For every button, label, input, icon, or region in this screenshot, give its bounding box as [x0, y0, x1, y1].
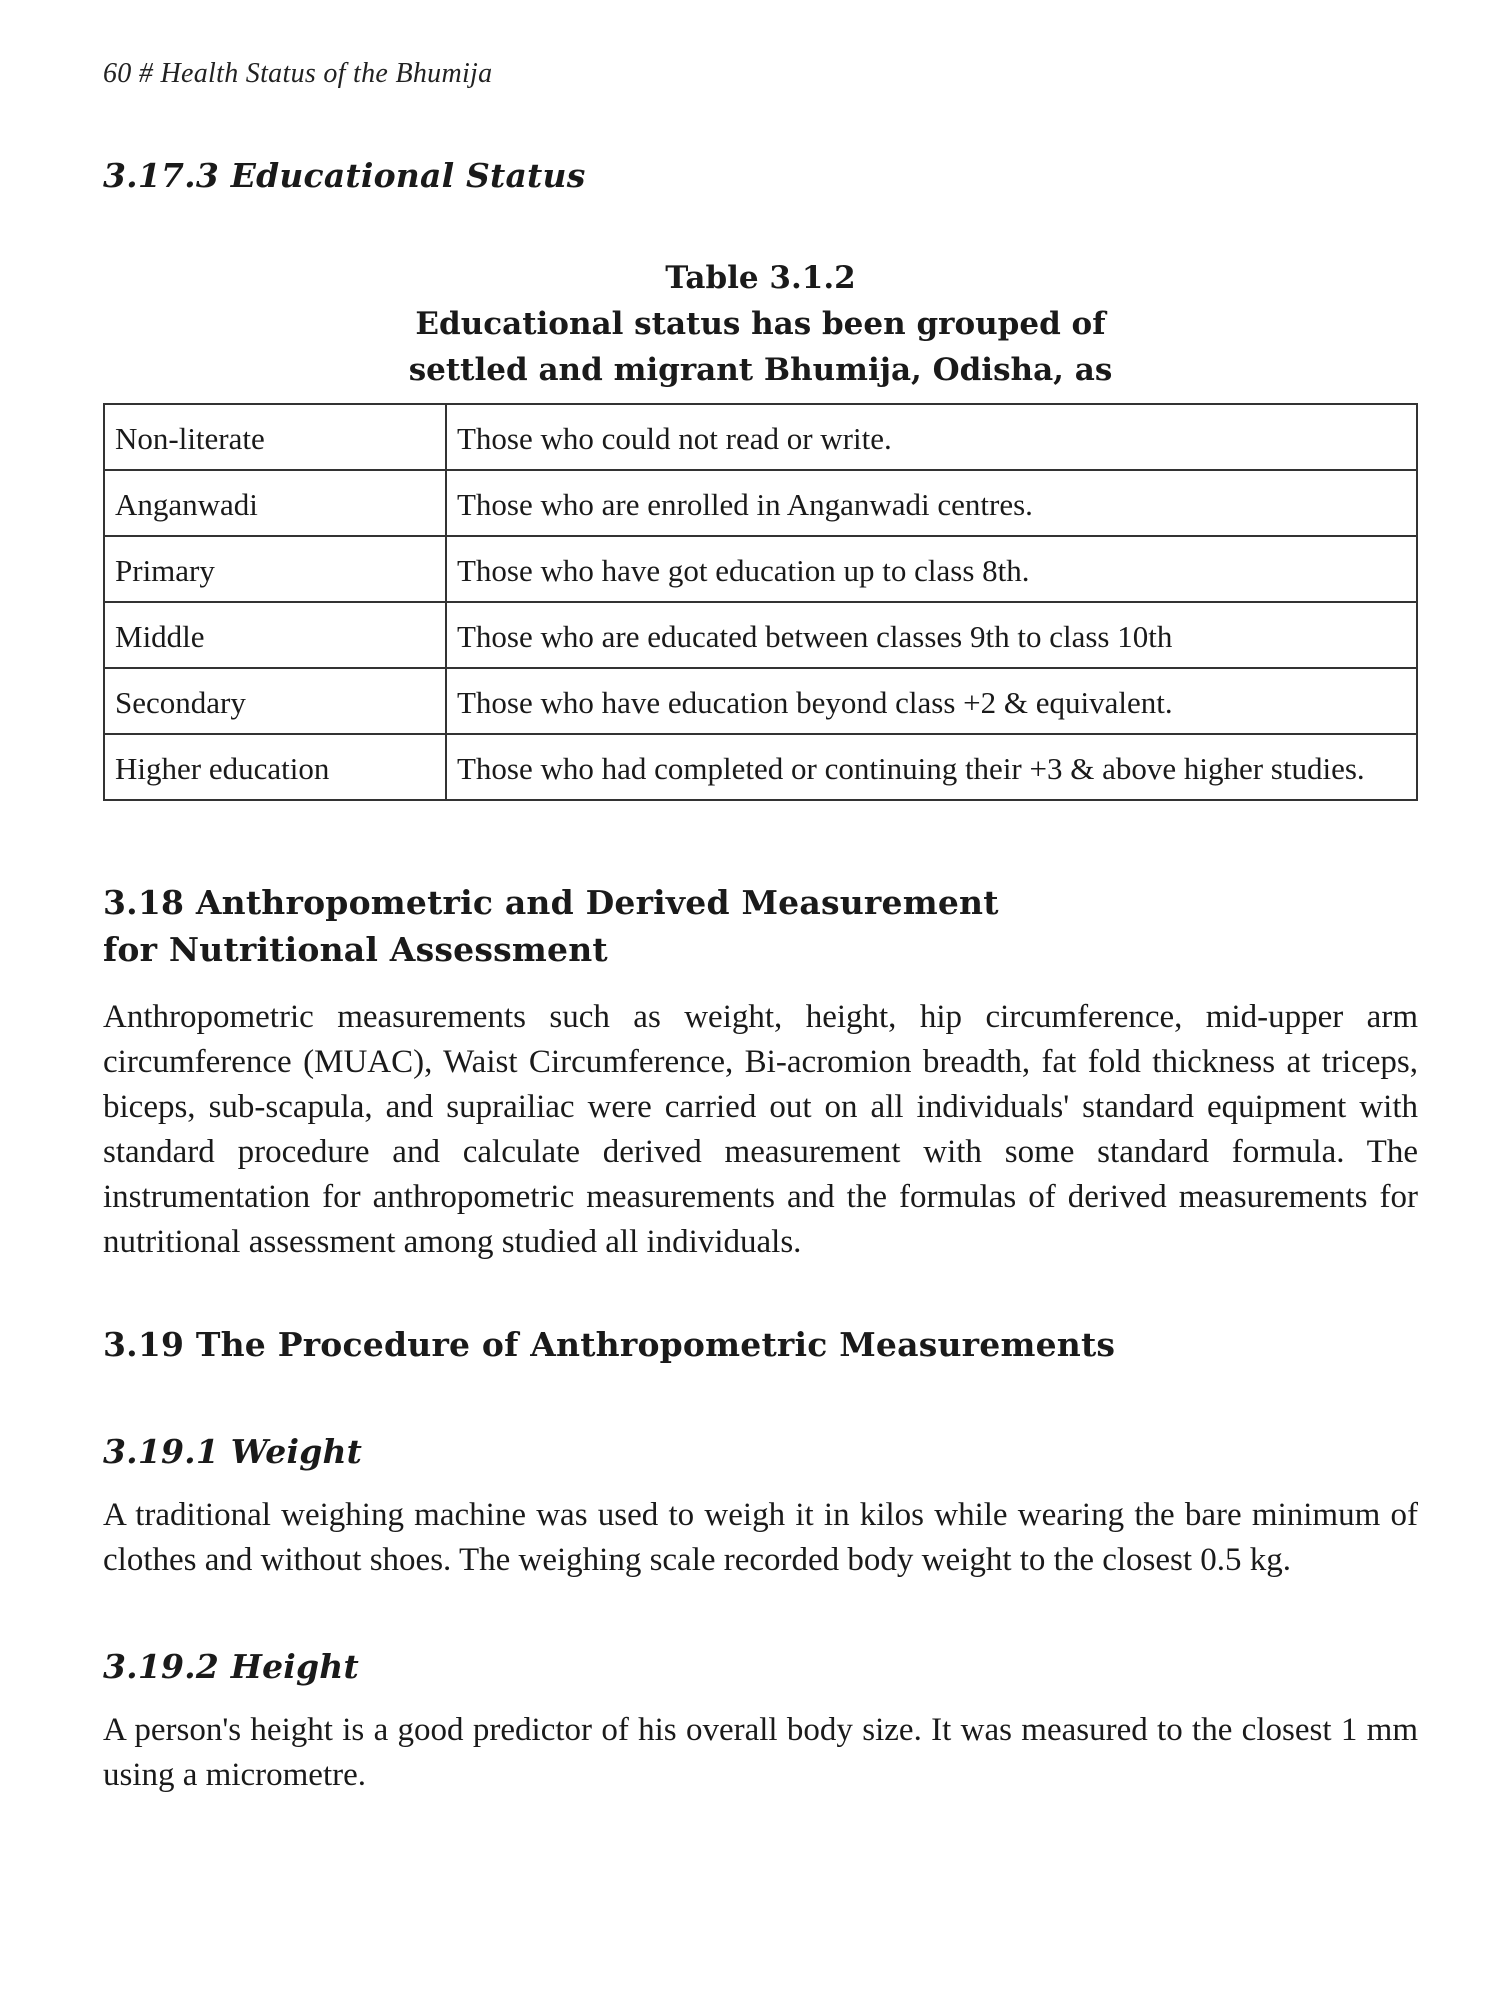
table-title-line-1: Educational status has been grouped of [415, 306, 1106, 342]
book-page [103, 58, 1418, 1798]
spacer [103, 1690, 1418, 1708]
definition-cell: Those who are educated between classes 9th to class 10th [446, 602, 1417, 668]
table-row [104, 470, 1417, 536]
table-row [104, 668, 1417, 734]
definition-cell: Those who had completed or continuing their +3 & above higher studies. [446, 734, 1417, 800]
table-row [104, 734, 1417, 800]
term-cell: Secondary [104, 668, 446, 734]
term-cell: Middle [104, 602, 446, 668]
table-row [104, 536, 1417, 602]
term-cell: Primary [104, 536, 446, 602]
spacer [103, 1265, 1418, 1321]
table-title-line-2: settled and migrant Bhumija, Odisha, as [408, 352, 1113, 388]
heading-anthropometric-line-2: for Nutritional Assessment [103, 930, 608, 969]
running-head: 60 # Health Status of the Bhumija [103, 58, 493, 89]
heading-educational-status: 3.17.3 Educational Status [103, 156, 586, 195]
table-row [104, 602, 1417, 668]
weight-paragraph: A traditional weighing machine was used to weigh it in kilos while wearing the bare minimum of clothes and without shoes. The weighing scale recorded body weight to the closest 0.5 kg. [103, 1497, 1418, 1578]
heading-anthropometric-line-1: 3.18 Anthropometric and Derived Measurement [103, 883, 999, 922]
heading-height: 3.19.2 Height [103, 1647, 359, 1686]
table-caption [103, 255, 1418, 393]
definition-cell: Those who have got education up to class 8th. [446, 536, 1417, 602]
definition-cell: Those who are enrolled in Anganwadi centres. [446, 470, 1417, 536]
heading-weight: 3.19.1 Weight [103, 1432, 363, 1471]
definition-cell: Those who could not read or write. [446, 404, 1417, 470]
term-cell: Higher education [104, 734, 446, 800]
spacer [103, 1583, 1418, 1643]
term-cell: Anganwadi [104, 470, 446, 536]
spacer [103, 1368, 1418, 1428]
heading-procedure: 3.19 The Procedure of Anthropometric Measurements [103, 1325, 1116, 1364]
definition-cell: Those who have education beyond class +2 & equivalent. [446, 668, 1417, 734]
spacer [103, 1475, 1418, 1493]
table-number: Table 3.1.2 [665, 260, 856, 296]
height-paragraph: A person's height is a good predictor of his overall body size. It was measured to the closest 1 mm using a micrometre. [103, 1712, 1418, 1793]
spacer [103, 801, 1418, 879]
anthropometric-paragraph: Anthropometric measurements such as weight, height, hip circumference, mid-upper arm circumference (MUAC), Waist Circumference, Bi-acromion breadth, fat fold thickness at triceps, biceps, sub-scapula, and suprailiac were carried out on all individuals' standard equipment with standard procedure and calculate derived measurement with some standard formula. The instrumentation for anthropometric measurements and the formulas of derived measurements for nutritional assessment among studied all individuals. [103, 999, 1418, 1260]
educational-status-table [103, 403, 1418, 801]
term-cell: Non-literate [104, 404, 446, 470]
spacer [103, 973, 1418, 995]
table-row [104, 404, 1417, 470]
